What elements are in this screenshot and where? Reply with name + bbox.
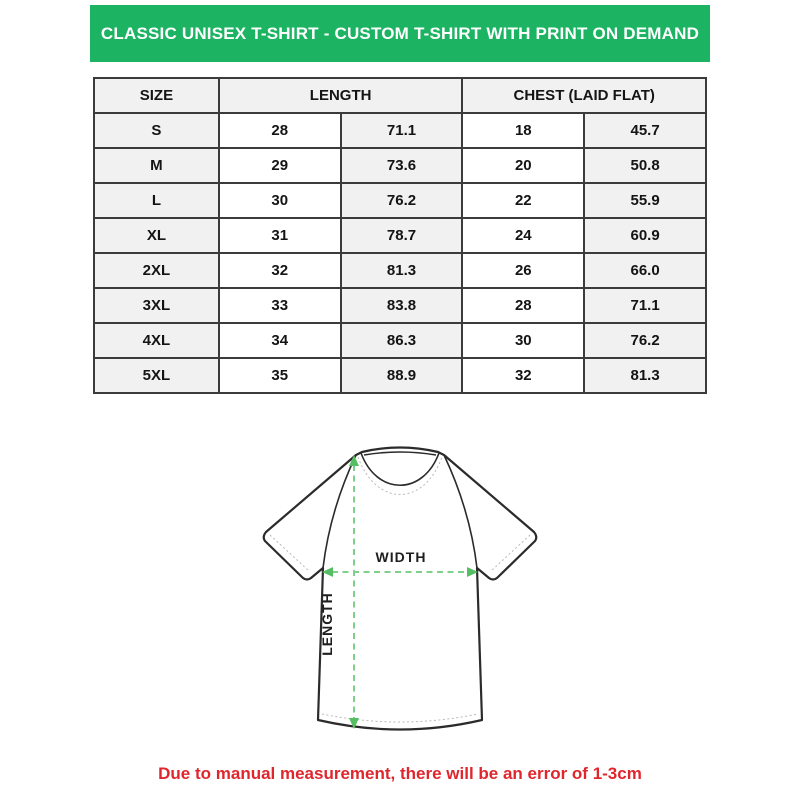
chest-in-cell: 26 <box>462 253 584 288</box>
length-in-cell: 28 <box>219 113 341 148</box>
length-cm-cell: 81.3 <box>341 253 463 288</box>
size-cell: M <box>94 148 219 183</box>
size-cell: 5XL <box>94 358 219 393</box>
chest-in-cell: 20 <box>462 148 584 183</box>
size-cell: XL <box>94 218 219 253</box>
chest-in-cell: 24 <box>462 218 584 253</box>
table-header-row <box>94 78 706 113</box>
chest-in-cell: 32 <box>462 358 584 393</box>
table-row <box>94 253 706 288</box>
chest-cm-cell: 66.0 <box>584 253 706 288</box>
size-chart-table <box>93 77 707 394</box>
chest-cm-cell: 50.8 <box>584 148 706 183</box>
table-row <box>94 148 706 183</box>
table-row <box>94 218 706 253</box>
length-cm-cell: 78.7 <box>341 218 463 253</box>
chest-cm-cell: 76.2 <box>584 323 706 358</box>
length-in-cell: 35 <box>219 358 341 393</box>
size-cell: 3XL <box>94 288 219 323</box>
length-label: LENGTH <box>319 592 335 656</box>
length-cm-cell: 76.2 <box>341 183 463 218</box>
table-row <box>94 288 706 323</box>
width-label: WIDTH <box>375 549 427 565</box>
chest-cm-cell: 81.3 <box>584 358 706 393</box>
length-cm-cell: 73.6 <box>341 148 463 183</box>
page-title: CLASSIC UNISEX T-SHIRT - CUSTOM T-SHIRT WITH PRINT ON DEMAND <box>100 23 700 43</box>
length-in-cell: 33 <box>219 288 341 323</box>
chest-in-cell: 22 <box>462 183 584 218</box>
chest-cm-cell: 55.9 <box>584 183 706 218</box>
length-cm-cell: 88.9 <box>341 358 463 393</box>
length-in-cell: 31 <box>219 218 341 253</box>
length-in-cell: 29 <box>219 148 341 183</box>
size-cell: S <box>94 113 219 148</box>
column-header-size: SIZE <box>94 78 219 113</box>
length-in-cell: 32 <box>219 253 341 288</box>
chest-in-cell: 30 <box>462 323 584 358</box>
measurement-disclaimer: Due to manual measurement, there will be an error of 1-3cm <box>158 764 642 783</box>
table-row <box>94 323 706 358</box>
size-cell: 4XL <box>94 323 219 358</box>
size-cell: L <box>94 183 219 218</box>
chest-in-cell: 18 <box>462 113 584 148</box>
chest-in-cell: 28 <box>462 288 584 323</box>
table-row <box>94 113 706 148</box>
length-cm-cell: 83.8 <box>341 288 463 323</box>
tshirt-outline-icon <box>264 448 537 730</box>
tshirt-measurement-diagram <box>240 430 560 752</box>
length-in-cell: 34 <box>219 323 341 358</box>
chest-cm-cell: 60.9 <box>584 218 706 253</box>
table-row <box>94 183 706 218</box>
length-cm-cell: 71.1 <box>341 113 463 148</box>
column-header-chest: CHEST (LAID FLAT) <box>462 78 706 113</box>
column-header-length: LENGTH <box>219 78 463 113</box>
chest-cm-cell: 45.7 <box>584 113 706 148</box>
size-cell: 2XL <box>94 253 219 288</box>
table-row <box>94 358 706 393</box>
length-cm-cell: 86.3 <box>341 323 463 358</box>
length-in-cell: 30 <box>219 183 341 218</box>
title-banner <box>90 5 710 62</box>
chest-cm-cell: 71.1 <box>584 288 706 323</box>
